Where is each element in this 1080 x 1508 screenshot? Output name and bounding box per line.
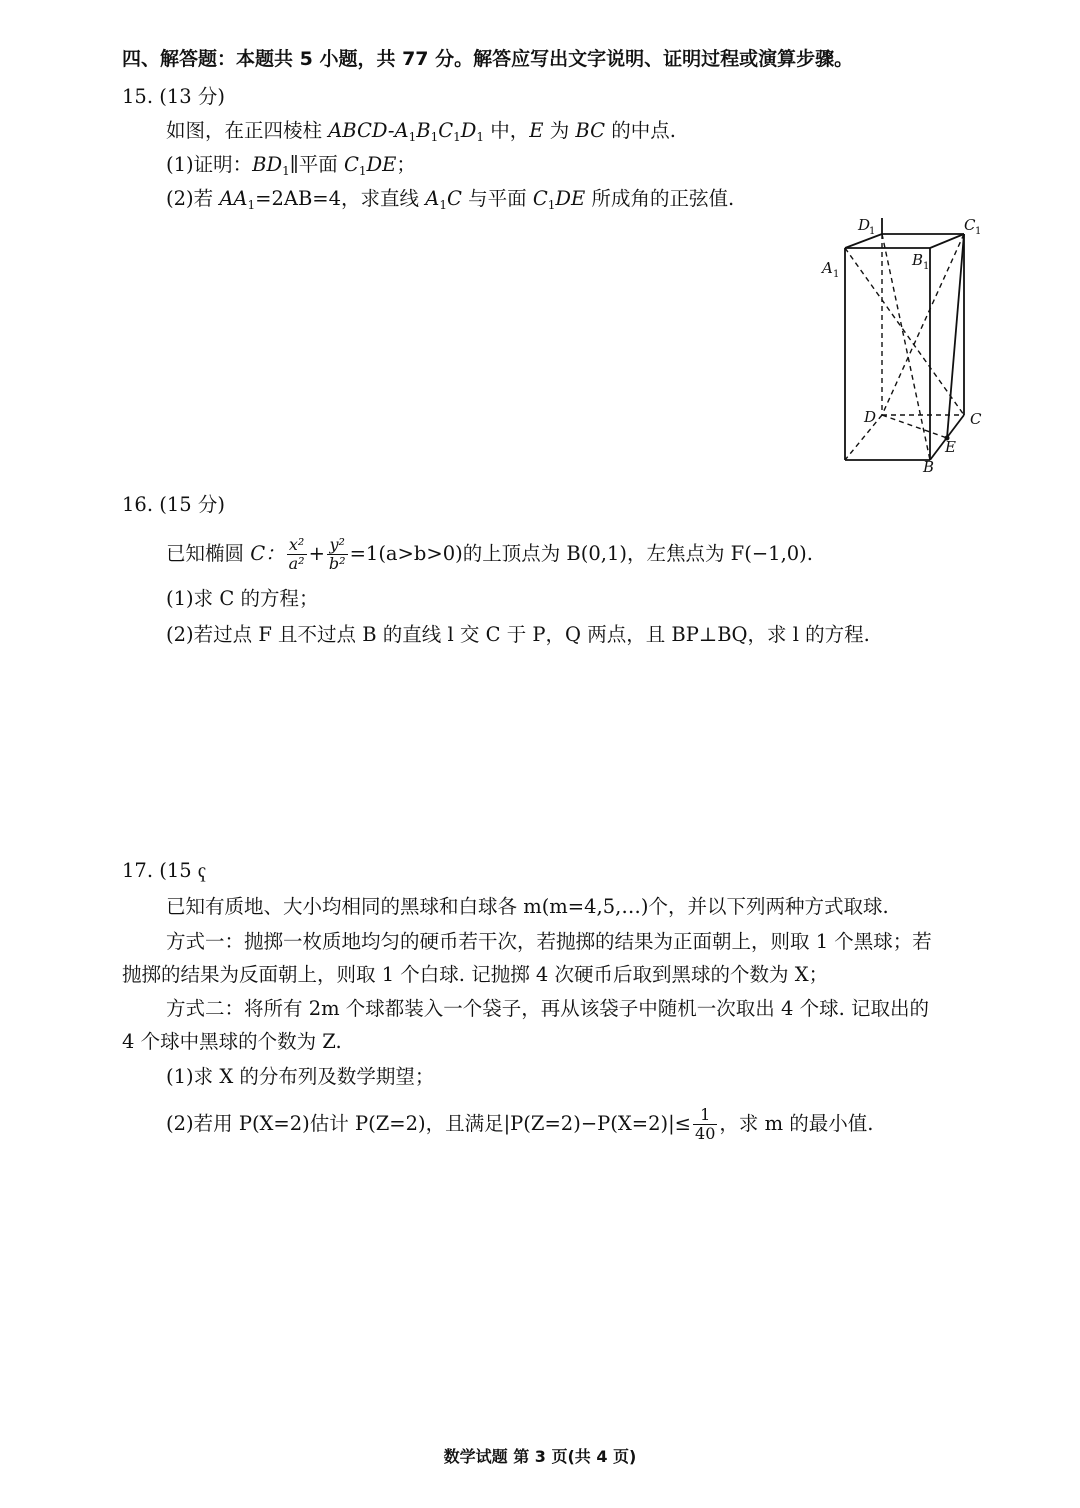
section-heading: 四、解答题：本题共 5 小题，共 77 分。解答应写出文字说明、证明过程或演算步骤。: [122, 48, 854, 70]
q17-method1-line1: 方式一：抛掷一枚质地均匀的硬币若干次，若抛掷的结果为正面朝上，则取 1 个黑球；若: [166, 930, 932, 953]
q16-part2: (2)若过点 F 且不过点 B 的直线 l 交 C 于 P，Q 两点，且 BP⊥BQ，求 l 的方程.: [166, 623, 870, 646]
label-D: D: [864, 408, 877, 426]
q15-stem: 如图，在正四棱柱 ABCD-$A_1B_1C_1D_1$ 中，E 为 BC 的中点.: [166, 119, 676, 144]
label-A1: A: [822, 259, 833, 277]
label-C1: C: [964, 216, 976, 234]
label-E: E: [945, 438, 956, 456]
svg-text:1: 1: [923, 261, 930, 272]
q15-part2: (2)若 $AA_1=2AB=4$，求直线 $A_1C$ 与平面 $C_1DE$ 所成角的正弦值.: [166, 187, 735, 212]
q16-stem: 已知椭圆 C： $\frac{\text{x²}}{\text{a²}}$ + $\frac{\text{y²}}{\text{b²}}$ =1(a>b>0)的上顶点为 B(0,1)，左焦点为 F(−1,0).: [166, 535, 813, 573]
page-footer: 数学试题 第 3 页(共 4 页): [443, 1447, 637, 1466]
label-B: B: [923, 458, 935, 476]
label-D1: D: [858, 216, 871, 234]
q17-stem: 已知有质地、大小均相同的黑球和白球各 m(m=4,5,…)个，并以下列两种方式取球.: [166, 895, 889, 918]
svg-text:1: 1: [975, 226, 982, 237]
q17-number: 17. (15 ҁ: [122, 859, 207, 882]
q15-part1: (1)证明：$BD_1\parallel$平面 $C_1DE$；: [166, 153, 416, 178]
q17-method2-line2: 4 个球中黑球的个数为 Z.: [122, 1030, 342, 1053]
q16-part1: (1)求 C 的方程；: [166, 587, 319, 610]
q16-number: 16. (15 分): [122, 493, 225, 516]
q17-part2: (2)若用 P(X=2)估计 P(Z=2)，且满足|P(Z=2)−P(X=2)|≤ $\frac{1}{40}$ ，求 m 的最小值.: [166, 1105, 874, 1143]
prism-figure: [812, 210, 1002, 480]
q15-number: 15. (13 分): [122, 85, 225, 108]
label-C: C: [970, 410, 982, 428]
q17-method1-line2: 抛掷的结果为反面朝上，则取 1 个白球. 记抛掷 4 次硬币后取到黑球的个数为 X；: [122, 963, 829, 986]
svg-text:1: 1: [833, 269, 840, 280]
svg-text:1: 1: [869, 226, 876, 237]
label-B1: B: [912, 251, 924, 269]
q17-part1: (1)求 X 的分布列及数学期望；: [166, 1065, 435, 1088]
q17-method2-line1: 方式二：将所有 2m 个球都装入一个袋子，再从该袋子中随机一次取出 4 个球. 记取出的: [166, 997, 929, 1020]
